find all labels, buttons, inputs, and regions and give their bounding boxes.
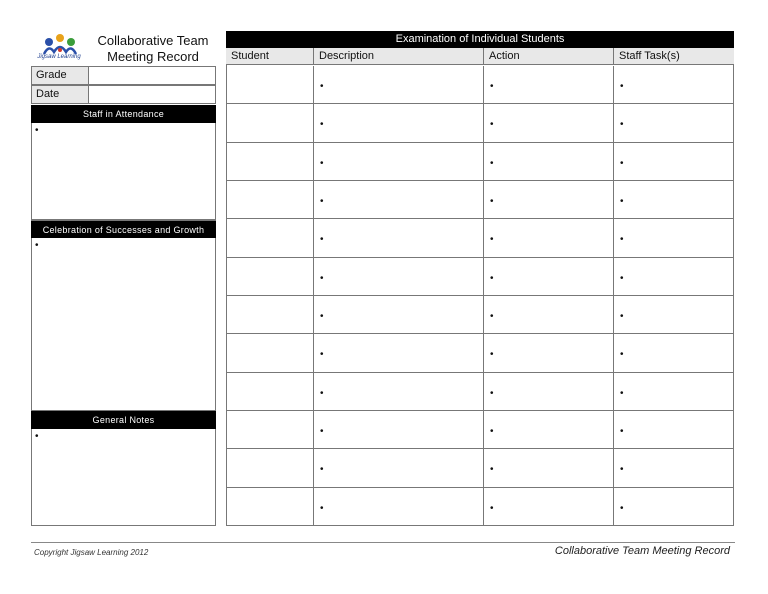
bullet: •	[320, 157, 324, 169]
description-cell[interactable]	[314, 181, 484, 218]
bullet: •	[490, 234, 494, 246]
table-row	[226, 488, 734, 526]
staff-task-cell[interactable]	[614, 334, 734, 371]
description-cell[interactable]	[314, 143, 484, 180]
staff-attendance-box[interactable]	[31, 123, 216, 220]
bullet: •	[620, 311, 624, 322]
description-cell[interactable]	[314, 296, 484, 333]
staff-task-cell[interactable]	[614, 104, 734, 141]
description-cell[interactable]	[314, 334, 484, 371]
bullet: •	[490, 311, 494, 322]
description-cell[interactable]	[314, 373, 484, 410]
bullet: •	[620, 272, 624, 284]
table-row	[226, 373, 734, 411]
title-line-2: Meeting Record	[107, 49, 199, 64]
bullet: •	[490, 426, 494, 437]
staff-task-cell[interactable]	[614, 373, 734, 410]
bullet: •	[320, 426, 324, 437]
grade-row	[31, 66, 216, 85]
action-cell[interactable]	[484, 181, 614, 218]
staff-task-cell[interactable]	[614, 449, 734, 486]
action-cell[interactable]	[484, 219, 614, 256]
date-row	[31, 85, 216, 104]
action-cell[interactable]	[484, 373, 614, 410]
staff-task-cell[interactable]	[614, 488, 734, 526]
student-cell[interactable]	[226, 411, 314, 448]
bullet: •	[620, 119, 624, 131]
student-cell[interactable]	[226, 296, 314, 333]
logo-text: Jigsaw Learning	[37, 54, 81, 60]
bullet: •	[620, 81, 624, 92]
student-cell[interactable]	[226, 334, 314, 371]
action-cell[interactable]	[484, 449, 614, 486]
col-student: Student	[226, 48, 314, 65]
col-description: Description	[314, 48, 484, 65]
footer-doc-title: Collaborative Team Meeting Record	[554, 545, 730, 557]
title-line-1: Collaborative Team	[97, 33, 209, 48]
general-notes-box[interactable]	[31, 429, 216, 526]
staff-task-cell[interactable]	[614, 181, 734, 218]
student-cell[interactable]	[226, 258, 314, 295]
student-cell[interactable]	[226, 373, 314, 410]
action-cell[interactable]	[484, 488, 614, 526]
student-cell[interactable]	[226, 143, 314, 180]
student-cell[interactable]	[226, 66, 314, 103]
description-cell[interactable]	[314, 449, 484, 486]
bullet: •	[320, 272, 324, 284]
staff-task-cell[interactable]	[614, 143, 734, 180]
bullet: •	[320, 81, 324, 92]
col-action: Action	[484, 48, 614, 65]
bullet: •	[490, 387, 494, 399]
bullet: •	[620, 157, 624, 169]
student-cell[interactable]	[226, 219, 314, 256]
bullet: •	[320, 502, 324, 514]
bullet: •	[620, 502, 624, 514]
table-row	[226, 66, 734, 104]
staff-attendance-header: Staff in Attendance	[31, 105, 216, 123]
description-cell[interactable]	[314, 104, 484, 141]
bullet: •	[490, 119, 494, 131]
table-row	[226, 411, 734, 449]
table-row	[226, 181, 734, 219]
table-row	[226, 449, 734, 487]
staff-task-cell[interactable]	[614, 219, 734, 256]
action-cell[interactable]	[484, 143, 614, 180]
bullet: •	[320, 311, 324, 322]
footer-copyright: Copyright Jigsaw Learning 2012	[34, 548, 149, 557]
footer-divider	[31, 542, 735, 543]
staff-task-cell[interactable]	[614, 296, 734, 333]
grade-label: Grade	[32, 67, 89, 84]
description-cell[interactable]	[314, 66, 484, 103]
bullet: •	[320, 196, 324, 207]
bullet: •	[490, 272, 494, 284]
bullet: •	[490, 81, 494, 92]
student-cell[interactable]	[226, 181, 314, 218]
bullet: •	[320, 464, 324, 476]
general-notes-header: General Notes	[31, 411, 216, 429]
student-cell[interactable]	[226, 449, 314, 486]
table-row	[226, 143, 734, 181]
students-table-header: Examination of Individual Students	[226, 31, 734, 48]
bullet: •	[490, 349, 494, 361]
bullet: •	[490, 464, 494, 476]
table-row	[226, 104, 734, 142]
col-staff-tasks: Staff Task(s)	[614, 48, 734, 65]
bullet: •	[490, 196, 494, 207]
table-row	[226, 296, 734, 334]
bullet: •	[620, 464, 624, 476]
page-title	[88, 33, 218, 65]
action-cell[interactable]	[484, 411, 614, 448]
description-cell[interactable]	[314, 219, 484, 256]
bullet: •	[35, 431, 39, 442]
description-cell[interactable]	[314, 488, 484, 526]
table-row	[226, 219, 734, 257]
bullet: •	[620, 426, 624, 437]
table-row	[226, 258, 734, 296]
date-label: Date	[32, 86, 89, 103]
description-cell[interactable]	[314, 411, 484, 448]
action-cell[interactable]	[484, 334, 614, 371]
bullet: •	[320, 119, 324, 131]
action-cell[interactable]	[484, 66, 614, 103]
staff-task-cell[interactable]	[614, 411, 734, 448]
bullet: •	[620, 196, 624, 207]
celebration-header: Celebration of Successes and Growth	[31, 220, 216, 239]
bullet: •	[620, 234, 624, 246]
celebration-box[interactable]	[31, 238, 216, 411]
bullet: •	[320, 349, 324, 361]
staff-task-cell[interactable]	[614, 258, 734, 295]
bullet: •	[320, 387, 324, 399]
bullet: •	[320, 234, 324, 246]
bullet: •	[620, 387, 624, 399]
bullet: •	[490, 502, 494, 514]
student-cell[interactable]	[226, 104, 314, 141]
student-cell[interactable]	[226, 488, 314, 526]
staff-task-cell[interactable]	[614, 66, 734, 103]
table-row	[226, 334, 734, 372]
bullet: •	[35, 240, 39, 251]
action-cell[interactable]	[484, 104, 614, 141]
bullet: •	[490, 157, 494, 169]
bullet: •	[620, 349, 624, 361]
description-cell[interactable]	[314, 258, 484, 295]
action-cell[interactable]	[484, 258, 614, 295]
bullet: •	[35, 125, 39, 136]
action-cell[interactable]	[484, 296, 614, 333]
